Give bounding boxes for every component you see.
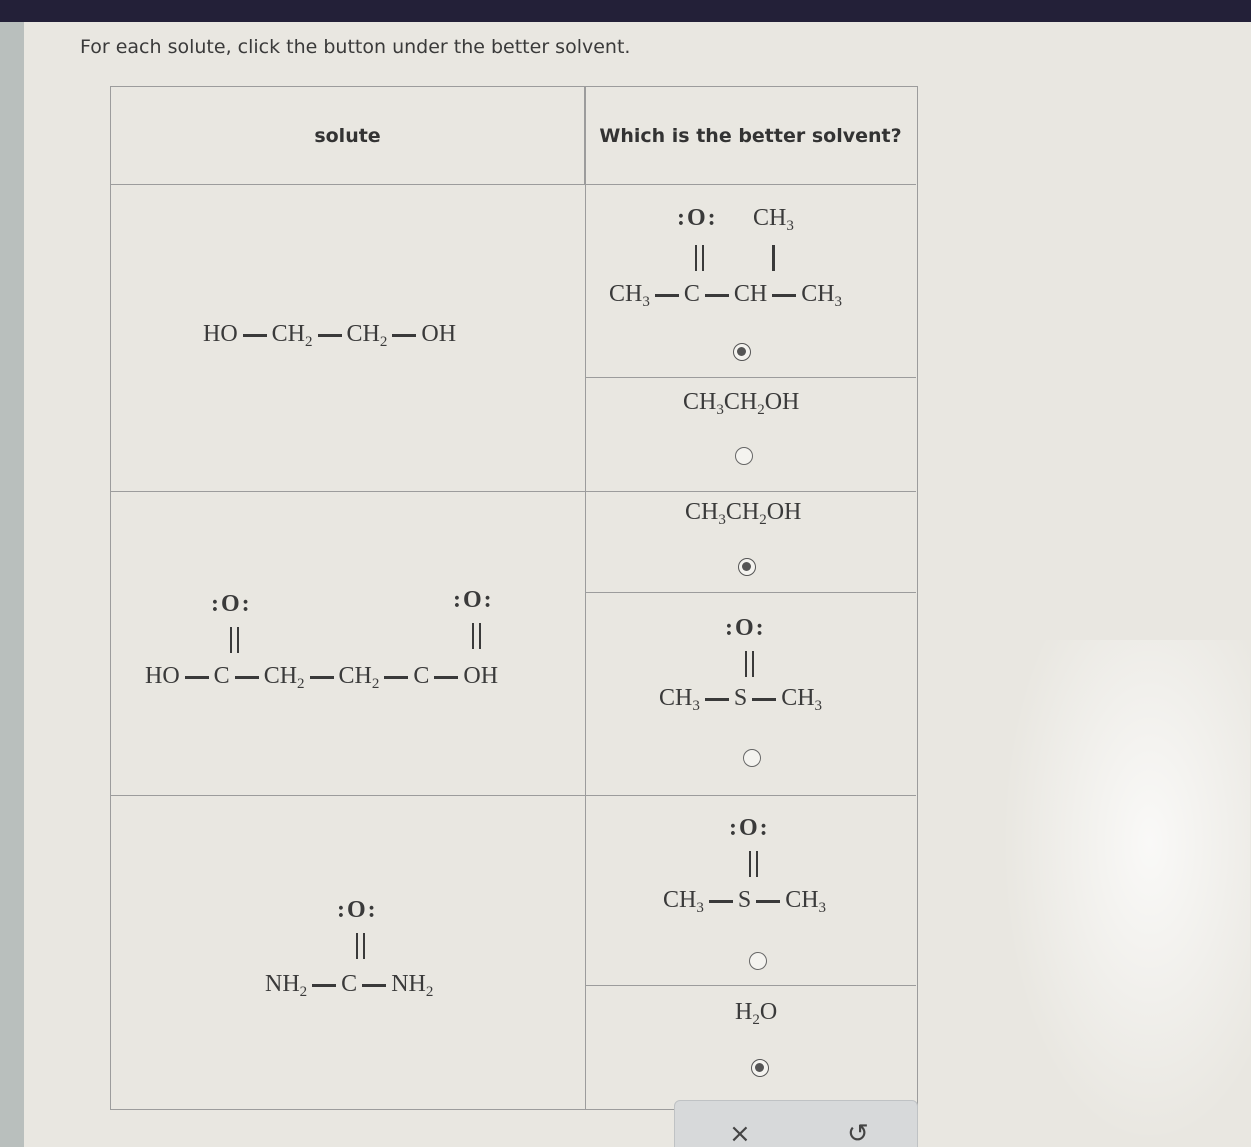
main-chain: $CH_3$ C CH $CH_3$ bbox=[609, 281, 843, 310]
top-bar bbox=[0, 0, 1251, 22]
option-divider bbox=[585, 377, 916, 378]
double-bond bbox=[472, 623, 481, 649]
ethanol-formula: $CH_3CH_2OH$ bbox=[683, 389, 800, 418]
dmso-chain: $CH_3$ S $CH_3$ bbox=[659, 685, 823, 714]
lone-pair-oxygen: :O: bbox=[211, 591, 252, 617]
instructions-text: For each solute, click the button under the better solvent. bbox=[80, 36, 631, 58]
radio-ethanol[interactable] bbox=[738, 558, 756, 576]
radio-water[interactable] bbox=[751, 1059, 769, 1077]
lone-pair-oxygen: :O: bbox=[453, 587, 494, 613]
header-solvent: Which is the better solvent? bbox=[585, 87, 916, 185]
double-bond bbox=[745, 651, 754, 677]
screen-glare bbox=[1000, 640, 1250, 1147]
clear-button[interactable]: × bbox=[729, 1119, 751, 1147]
lone-pair-oxygen: :O: bbox=[677, 205, 718, 231]
double-bond bbox=[230, 627, 239, 653]
left-strip bbox=[0, 22, 24, 1147]
lone-pair-oxygen: :O: bbox=[337, 897, 378, 923]
solute-ethylene-glycol: HO $CH_2$ $CH_2$ OH bbox=[203, 321, 457, 350]
double-bond bbox=[695, 245, 704, 271]
header-solute: solute bbox=[111, 87, 585, 185]
double-bond bbox=[749, 851, 758, 877]
undo-button[interactable]: ↺ bbox=[847, 1119, 869, 1147]
column-divider bbox=[585, 87, 586, 1109]
double-bond bbox=[356, 933, 365, 959]
single-bond bbox=[772, 245, 775, 271]
urea-chain: $NH_2$ C $NH_2$ bbox=[265, 971, 434, 1000]
radio-dmso[interactable] bbox=[749, 952, 767, 970]
radio-3-methyl-2-butanone[interactable] bbox=[733, 343, 751, 361]
radio-dmso[interactable] bbox=[743, 749, 761, 767]
option-divider bbox=[585, 592, 916, 593]
action-bar bbox=[674, 1100, 918, 1147]
water-formula: $H_2O$ bbox=[735, 999, 778, 1028]
row-divider bbox=[111, 795, 916, 796]
lone-pair-oxygen: :O: bbox=[725, 615, 766, 641]
lone-pair-oxygen: :O: bbox=[729, 815, 770, 841]
methyl-group: $CH_3$ bbox=[753, 205, 794, 234]
ethanol-formula: $CH_3CH_2OH$ bbox=[685, 499, 802, 528]
succinic-acid-chain: HO C $CH_2$ $CH_2$ C OH bbox=[145, 663, 499, 692]
row-divider bbox=[111, 491, 916, 492]
solvent-table bbox=[110, 86, 918, 1110]
radio-ethanol[interactable] bbox=[735, 447, 753, 465]
dmso-chain: $CH_3$ S $CH_3$ bbox=[663, 887, 827, 916]
option-divider bbox=[585, 985, 916, 986]
